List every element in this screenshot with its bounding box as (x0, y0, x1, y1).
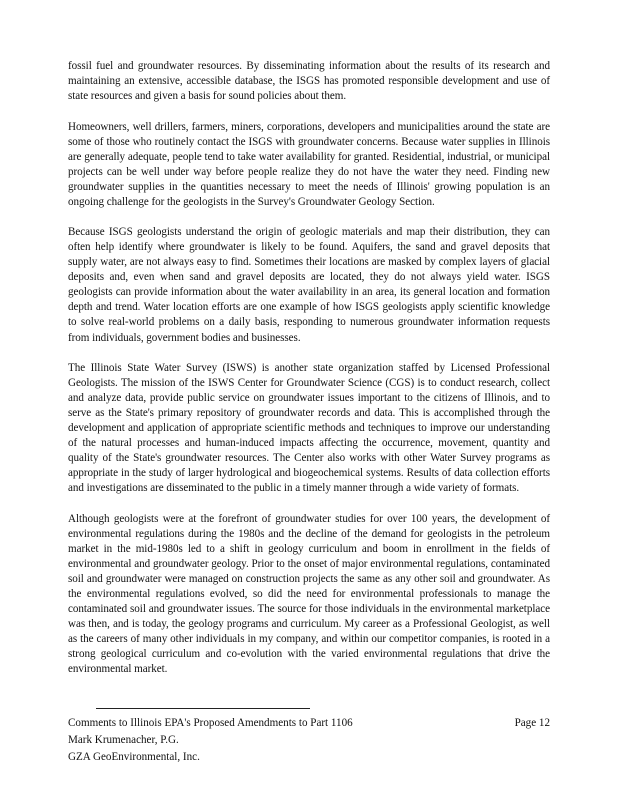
paragraph-isgs-geologists: Because ISGS geologists understand the origin of geologic materials and map their distribution, they can often help identify where groundwater is likely to be found. Aquifers, the sand and gravel deposits that supply water, are not always easy to find. Sometimes their locations are masked by complex layers of glacial deposits and, even when sand and gravel deposits are located, they do not always yield water. ISGS geologists can provide information about the water availability in an area, its general location and formation depth and trend. Water location efforts are one example of how ISGS geologists apply scientific knowledge to solve real-world problems on a daily basis, responding to numerous groundwater information requests from individuals, government bodies and businesses. (68, 226, 550, 344)
paragraph-isgs-resources: fossil fuel and groundwater resources. By disseminating information about the results of its research and maintaining an extensive, accessible database, the ISGS has promoted responsible development and use of state resources and given a basis for sound policies about them. (68, 60, 550, 103)
footer-title-row (68, 715, 550, 732)
footer-document-title: Comments to Illinois EPA's Proposed Amendments to Part 1106 (68, 717, 353, 729)
footer-author-row (68, 732, 550, 749)
footer-company-row (68, 749, 550, 766)
paragraph-groundwater-concerns: Homeowners, well drillers, farmers, miners, corporations, developers and municipalities around the state are some of those who routinely contact the ISGS with groundwater concerns. Because water supplies in Illinois are generally adequate, people tend to take water availability for granted. Residential, industrial, or municipal projects can be well under way before people realize they do not have the water they need. Finding new groundwater supplies in the quantities necessary to meet the needs of Illinois' growing population is an ongoing challenge for the geologists in the Survey's Groundwater Geology Section. (68, 120, 550, 208)
page-number: Page 12 (514, 717, 550, 729)
footer-divider (96, 708, 310, 709)
footer-author: Mark Krumenacher, P.G. (68, 734, 179, 746)
page-footer (68, 708, 550, 766)
document-body (68, 59, 550, 677)
paragraph-isws: The Illinois State Water Survey (ISWS) is another state organization staffed by Licensed Professional Geologists. The mission of the ISWS Center for Groundwater Science (CGS) is to conduct research, collect and analyze data, provide public service on groundwater issues important to the citizens of Illinois, and to serve as the State's primary repository of groundwater records and data. This is accomplished through the development and application of appropriate scientific methods and techniques to improve our understanding of the natural processes and human-induced impacts affecting the occurrence, movement, quantity and quality of the State's groundwater resources. The Center also works with other Water Survey programs as appropriate in the study of larger hydrological and biogeochemical systems. Results of data collection efforts and investigations are disseminated to the public in a timely manner through a wide variety of formats. (68, 361, 550, 495)
paragraph-geology-curriculum: Although geologists were at the forefront of groundwater studies for over 100 years, the development of environmental regulations during the 1980s and the decline of the demand for geologists in the petroleum market in the mid-1980s led to a shift in geology curriculum and boom in enrollment in the fields of environmental and groundwater geology. Prior to the onset of major environmental regulations, contaminated soil and groundwater were managed on construction projects the same as any other soil and groundwater. As the environmental regulations evolved, so did the need for environmental professionals to manage the contaminated soil and groundwater issues. The source for those individuals in the environmental marketplace was then, and is today, the geology programs and curriculum. My career as a Professional Geologist, as well as the careers of many other individuals in my company, and within our competitor companies, is rooted in a strong geological curriculum and co-evolution with the varied environmental regulations that drive the environmental market. (68, 512, 550, 676)
footer-company: GZA GeoEnvironmental, Inc. (68, 751, 200, 763)
